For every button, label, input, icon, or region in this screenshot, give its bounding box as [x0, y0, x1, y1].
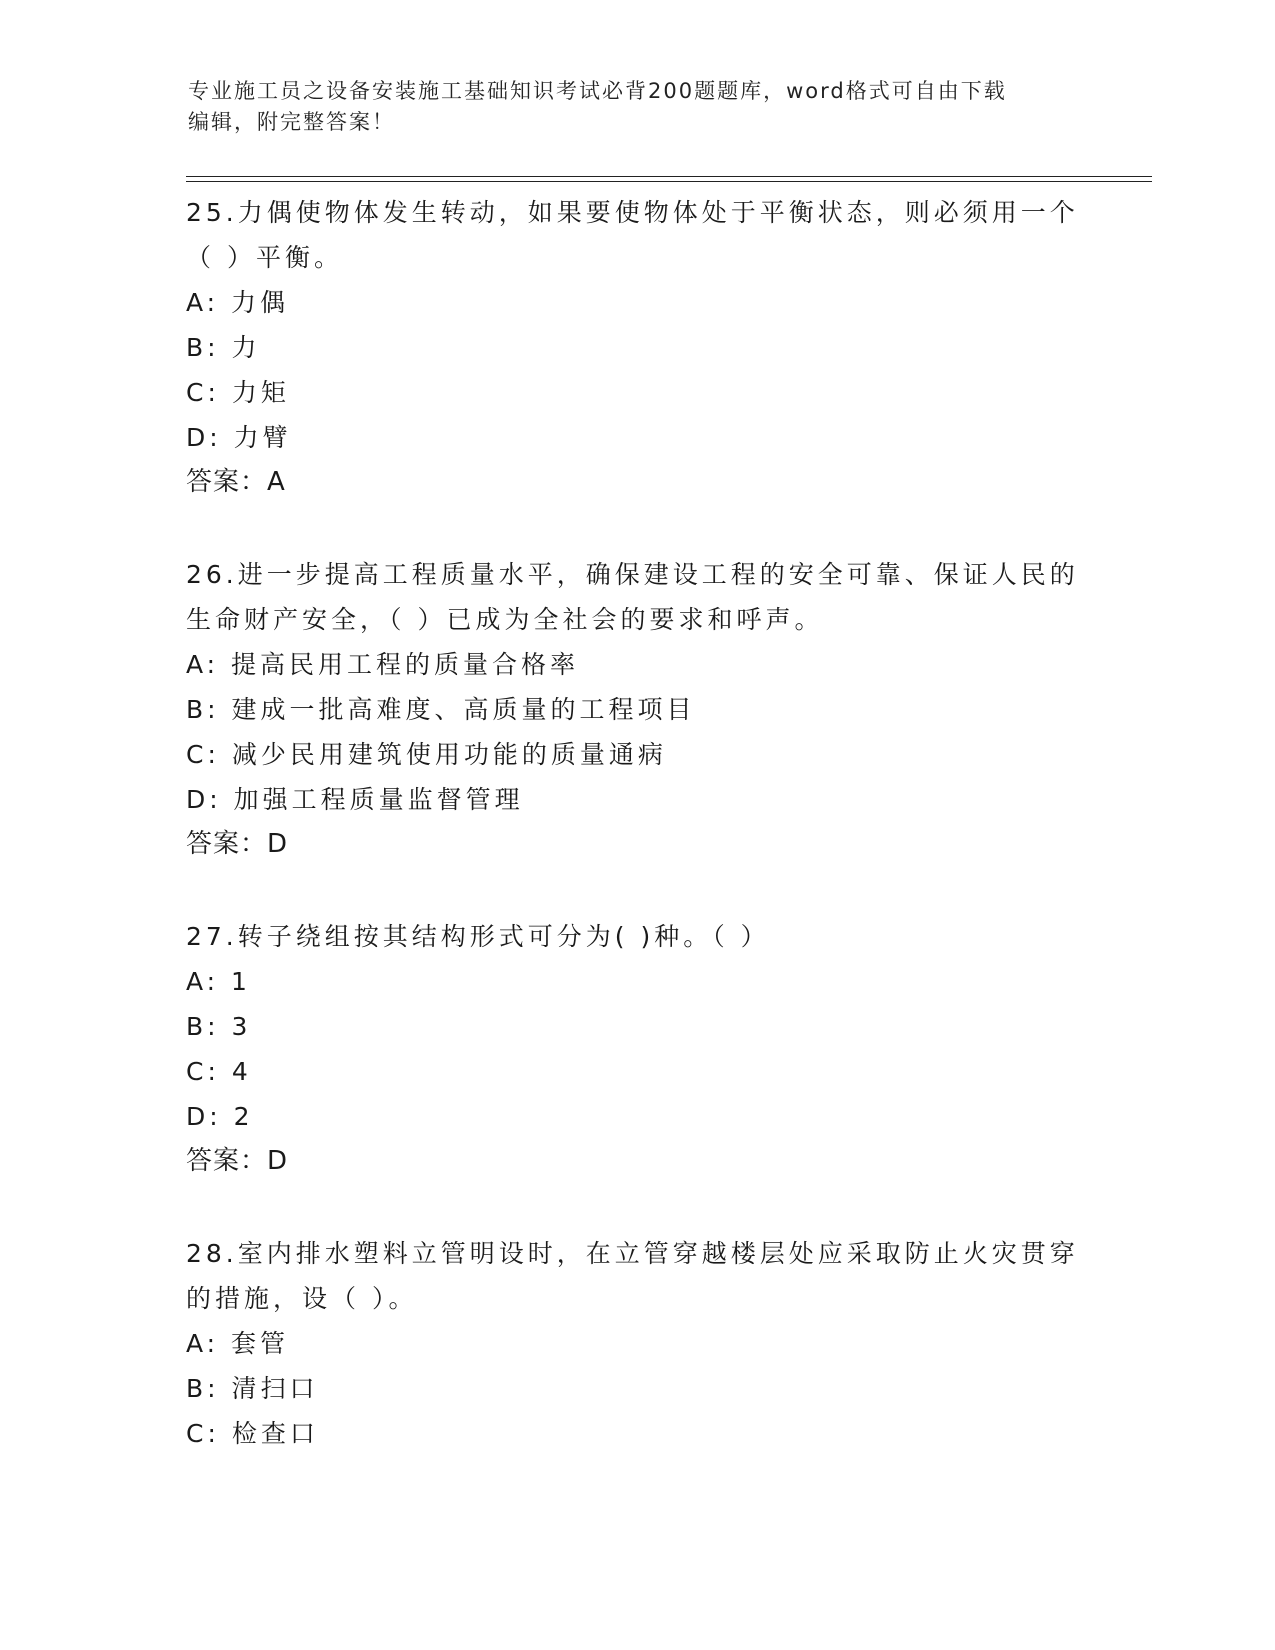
question-stem-continued: （ ）平衡。 [186, 243, 343, 272]
header-title-line-1: 专业施工员之设备安装施工基础知识考试必背200题题库，word格式可自由下载 [188, 79, 1007, 103]
option-a: A: 力偶 [186, 288, 290, 317]
question-stem: 28.室内排水塑料立管明设时，在立管穿越楼层处应采取防止火灾贯穿 [186, 1239, 1079, 1268]
question-stem-continued: 的措施，设（ ）。 [186, 1284, 418, 1313]
option-c: C: 减少民用建筑使用功能的质量通病 [186, 740, 667, 769]
question-stem: 26.进一步提高工程质量水平，确保建设工程的安全可靠、保证人民的 [186, 560, 1079, 589]
option-d: D: 加强工程质量监督管理 [186, 785, 524, 814]
question-28 [186, 1231, 1086, 1456]
option-c: C: 检查口 [186, 1419, 319, 1448]
option-b: B: 力 [186, 333, 261, 362]
option-d: D: 力臂 [186, 423, 292, 452]
question-26 [186, 552, 1086, 867]
option-b: B: 3 [186, 1012, 252, 1041]
question-stem: 25.力偶使物体发生转动，如果要使物体处于平衡状态，则必须用一个 [186, 198, 1079, 227]
questions-list [186, 190, 1086, 1456]
document-header [188, 76, 1068, 138]
option-c: C: 力矩 [186, 378, 290, 407]
option-b: B: 建成一批高难度、高质量的工程项目 [186, 695, 696, 724]
answer: 答案：A [186, 467, 286, 497]
option-b: B: 清扫口 [186, 1374, 319, 1403]
question-stem: 27.转子绕组按其结构形式可分为( )种。（ ） [186, 922, 770, 951]
question-27 [186, 914, 1086, 1184]
answer: 答案：D [186, 829, 289, 859]
question-spacer [186, 1184, 1086, 1231]
option-a: A: 1 [186, 967, 251, 996]
header-divider-top [186, 176, 1152, 177]
question-stem-continued: 生命财产安全，（ ）已成为全社会的要求和呼声。 [186, 605, 824, 634]
option-a: A: 提高民用工程的质量合格率 [186, 650, 580, 679]
header-divider-bottom [186, 181, 1152, 182]
option-a: A: 套管 [186, 1329, 290, 1358]
header-title-line-2: 编辑，附完整答案！ [188, 110, 395, 134]
question-25 [186, 190, 1086, 505]
question-spacer [186, 505, 1086, 552]
question-spacer [186, 867, 1086, 914]
answer: 答案：D [186, 1146, 289, 1176]
option-d: D: 2 [186, 1102, 254, 1131]
option-c: C: 4 [186, 1057, 252, 1086]
